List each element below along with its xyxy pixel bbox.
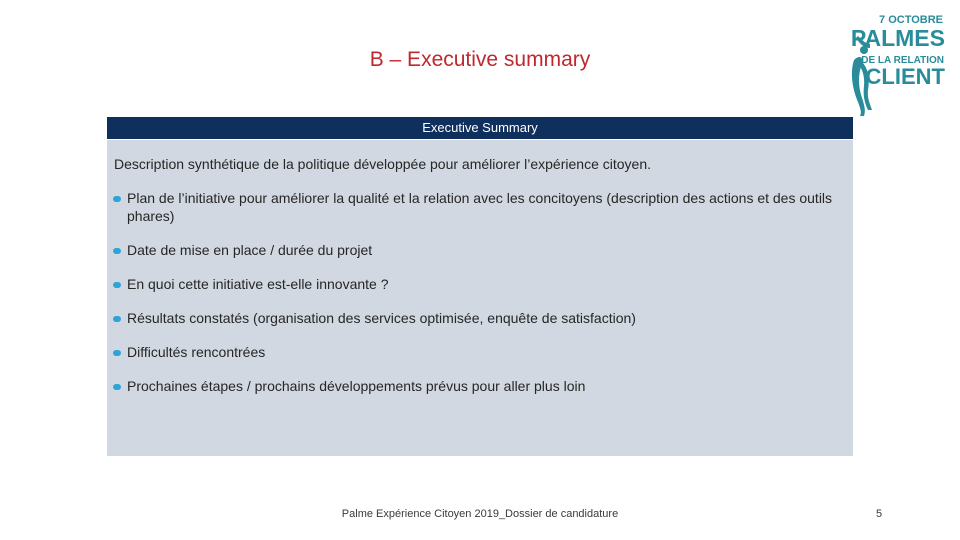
table-header: Executive Summary [107,117,853,139]
bullet-text: Date de mise en place / durée du projet [127,242,373,258]
logo-relation-text: DE LA RELATION [861,55,944,66]
bullet-text: Plan de l’initiative pour améliorer la qualité et la relation avec les concitoyens (description des actions et des outils phares) [127,190,833,224]
logo-date-text: 7 OCTOBRE [879,14,943,26]
bullet-text: En quoi cette initiative est-elle innovante ? [127,276,389,292]
list-item [113,189,843,225]
footer-text: Palme Expérience Citoyen 2019_Dossier de candidature [341,508,619,520]
bullet-text: Difficultés rencontrées [127,344,266,360]
bullet-icon [113,248,121,254]
page-number: 5 [876,508,883,520]
list-item [113,275,843,293]
description-text: Description synthétique de la politique développée pour améliorer l’expérience citoyen. [114,156,651,172]
logo-palmes-text: PALMES [850,25,945,51]
bullet-text: Prochaines étapes / prochains développements prévus pour aller plus loin [127,378,586,394]
bullet-text: Résultats constatés (organisation des services optimisée, enquête de satisfaction) [127,310,636,326]
slide-title: B – Executive summary [369,48,591,71]
bullet-icon [113,384,121,390]
palmes-logo [848,6,948,118]
table-body [107,140,853,456]
logo-client-text: CLIENT [865,64,945,89]
list-item [113,343,843,361]
bullet-icon [113,282,121,288]
bullet-icon [113,316,121,322]
bullet-icon [113,196,121,202]
bullet-list [113,189,843,395]
list-item [113,241,843,259]
bullet-icon [113,350,121,356]
list-item [113,377,843,395]
list-item [113,309,843,327]
